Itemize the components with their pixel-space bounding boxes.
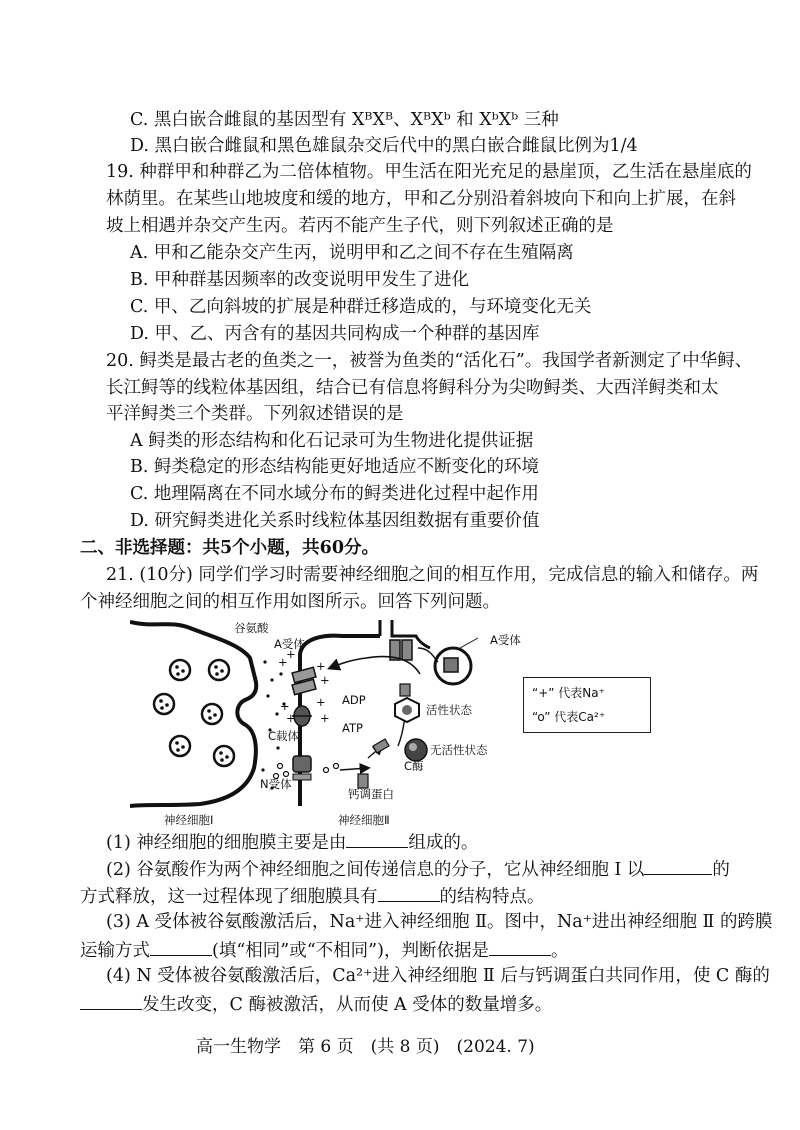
q20-stem-line1: 20. 鲟类是最古老的鱼类之一，被誉为鱼类的“活化石”。我国学者新测定了中华鲟、 bbox=[106, 351, 753, 371]
label-c-enzyme: C酶 bbox=[404, 759, 424, 773]
q21-part4-line2: 发生改变，C 酶被激活，从而使 A 受体的数量增多。 bbox=[80, 991, 552, 1017]
label-c-carrier: C载体 bbox=[268, 729, 300, 743]
vesicle-group bbox=[154, 660, 234, 766]
neuron1-membrane bbox=[130, 622, 256, 806]
label-glutamate: 谷氨酸 bbox=[234, 621, 269, 635]
q20-option-d: D. 研究鲟类进化关系时线粒体基因组数据有重要价值 bbox=[130, 511, 540, 531]
q18-option-c: C. 黑白嵌合雌鼠的基因型有 XᴮXᴮ、XᴮXᵇ 和 XᵇXᵇ 三种 bbox=[130, 110, 559, 130]
legend-ca: “o” 代表Ca²⁺ bbox=[532, 710, 606, 724]
q21-part2-line1: (2) 谷氨酸作为两个神经细胞之间传递信息的分子，它从神经细胞 Ⅰ 以 的 bbox=[106, 856, 730, 882]
q21-part1: (1) 神经细胞的细胞膜主要是由 组成的。 bbox=[106, 829, 478, 855]
label-calmodulin: 钙调蛋白 bbox=[348, 787, 394, 801]
label-atp: ATP bbox=[342, 721, 363, 735]
q20-stem-line3: 平洋鲟类三个类群。下列叙述错误的是 bbox=[106, 404, 404, 424]
svg-text:+: + bbox=[316, 659, 326, 673]
q20-option-b: B. 鲟类稳定的形态结构能更好地适应不断变化的环境 bbox=[130, 457, 539, 477]
page-footer: 高一生物学 第 6 页 (共 8 页) (2024. 7) bbox=[196, 1037, 535, 1057]
q21-part4-line1: (4) N 受体被谷氨酸激活后，Ca²⁺进入神经细胞 Ⅱ 后与钙调蛋白共同作用，使 C 酶的 bbox=[106, 966, 770, 986]
a-receptor-vesicle bbox=[435, 648, 471, 684]
n-receptor bbox=[293, 756, 311, 780]
q21-part2-line2: 方式释放，这一过程体现了细胞膜具有 的结构特点。 bbox=[80, 883, 545, 909]
label-active-state: 活性状态 bbox=[426, 703, 472, 717]
svg-text:+: + bbox=[316, 695, 326, 709]
legend-na: “+” 代表Na⁺ bbox=[532, 686, 605, 700]
q19-option-d: D. 甲、乙、丙含有的基因共同构成一个种群的基因库 bbox=[130, 324, 540, 344]
q21-part3-line2: 运输方式 (填“相同”或“不相同”)，判断依据是 。 bbox=[80, 937, 568, 963]
a-receptor-left bbox=[292, 667, 316, 694]
label-a-receptor-left: A受体 bbox=[274, 637, 305, 651]
label-a-receptor-right: A受体 bbox=[490, 633, 521, 647]
label-inactive-state: 无活性状态 bbox=[430, 743, 488, 757]
q20-option-c: C. 地理隔离在不同水域分布的鲟类进化过程中起作用 bbox=[130, 484, 539, 504]
calmodulin-shape bbox=[358, 774, 368, 788]
answer-blank-1[interactable] bbox=[346, 829, 408, 848]
q21-part3-line1: (3) A 受体被谷氨酸激活后，Na⁺进入神经细胞 Ⅱ。图中，Na⁺进出神经细胞 Ⅱ 的跨膜 bbox=[106, 912, 773, 932]
svg-text:+: + bbox=[286, 647, 296, 661]
q18-option-d: D. 黑白嵌合雌鼠和黑色雄鼠杂交后代中的黑白嵌合雌鼠比例为1/4 bbox=[130, 136, 638, 156]
answer-blank-4[interactable] bbox=[150, 937, 212, 956]
q19-option-a: A. 甲和乙能杂交产生丙，说明甲和乙之间不存在生殖隔离 bbox=[130, 243, 574, 263]
svg-text:+: + bbox=[286, 711, 296, 725]
label-n-receptor: N受体 bbox=[260, 777, 292, 791]
q20-stem-line2: 长江鲟等的线粒体基因组，结合已有信息将鲟科分为尖吻鲟类、大西洋鲟类和太 bbox=[106, 378, 719, 398]
svg-text:+: + bbox=[320, 673, 330, 687]
answer-blank-6[interactable] bbox=[80, 991, 142, 1010]
section-heading: 二、非选择题：共5个小题，共60分。 bbox=[80, 538, 380, 558]
q19-option-c: C. 甲、乙向斜坡的扩展是种群迁移造成的，与环境变化无关 bbox=[130, 297, 592, 317]
q19-option-b: B. 甲种群基因频率的改变说明甲发生了进化 bbox=[130, 270, 469, 290]
answer-blank-3[interactable] bbox=[378, 883, 440, 902]
q19-stem-line2: 林荫里。在某些山地坡度和缓的地方，甲和乙分别沿着斜坡向下和向上扩展，在斜 bbox=[106, 189, 736, 209]
answer-blank-5[interactable] bbox=[489, 937, 551, 956]
c-enzyme-active bbox=[395, 684, 419, 722]
c-enzyme-inactive bbox=[405, 739, 427, 761]
q21-stem-line1: 21. (10分) 同学们学习时需要神经细胞之间的相互作用，完成信息的输入和储存。两 bbox=[106, 565, 759, 585]
label-adp: ADP bbox=[342, 693, 366, 707]
q21-stem-line2: 个神经细胞之间的相互作用如图所示。回答下列问题。 bbox=[80, 592, 500, 612]
svg-text:+: + bbox=[280, 699, 290, 713]
label-neuron2: 神经细胞Ⅱ bbox=[338, 813, 390, 827]
synapse-diagram bbox=[130, 618, 580, 830]
svg-text:+: + bbox=[320, 711, 330, 725]
glutamate-dots bbox=[261, 660, 285, 789]
answer-blank-2[interactable] bbox=[644, 856, 712, 875]
label-neuron1: 神经细胞Ⅰ bbox=[164, 813, 214, 827]
q20-option-a: A 鲟类的形态结构和化石记录可为生物进化提供证据 bbox=[130, 431, 534, 451]
figure-legend bbox=[523, 677, 651, 733]
svg-text:+: + bbox=[278, 655, 288, 669]
q19-stem-line3: 坡上相遇并杂交产生丙。若丙不能产生子代，则下列叙述正确的是 bbox=[106, 216, 614, 236]
q19-stem-line1: 19. 种群甲和种群乙为二倍体植物。甲生活在阳光充足的悬崖顶，乙生活在悬崖底的 bbox=[106, 162, 752, 182]
